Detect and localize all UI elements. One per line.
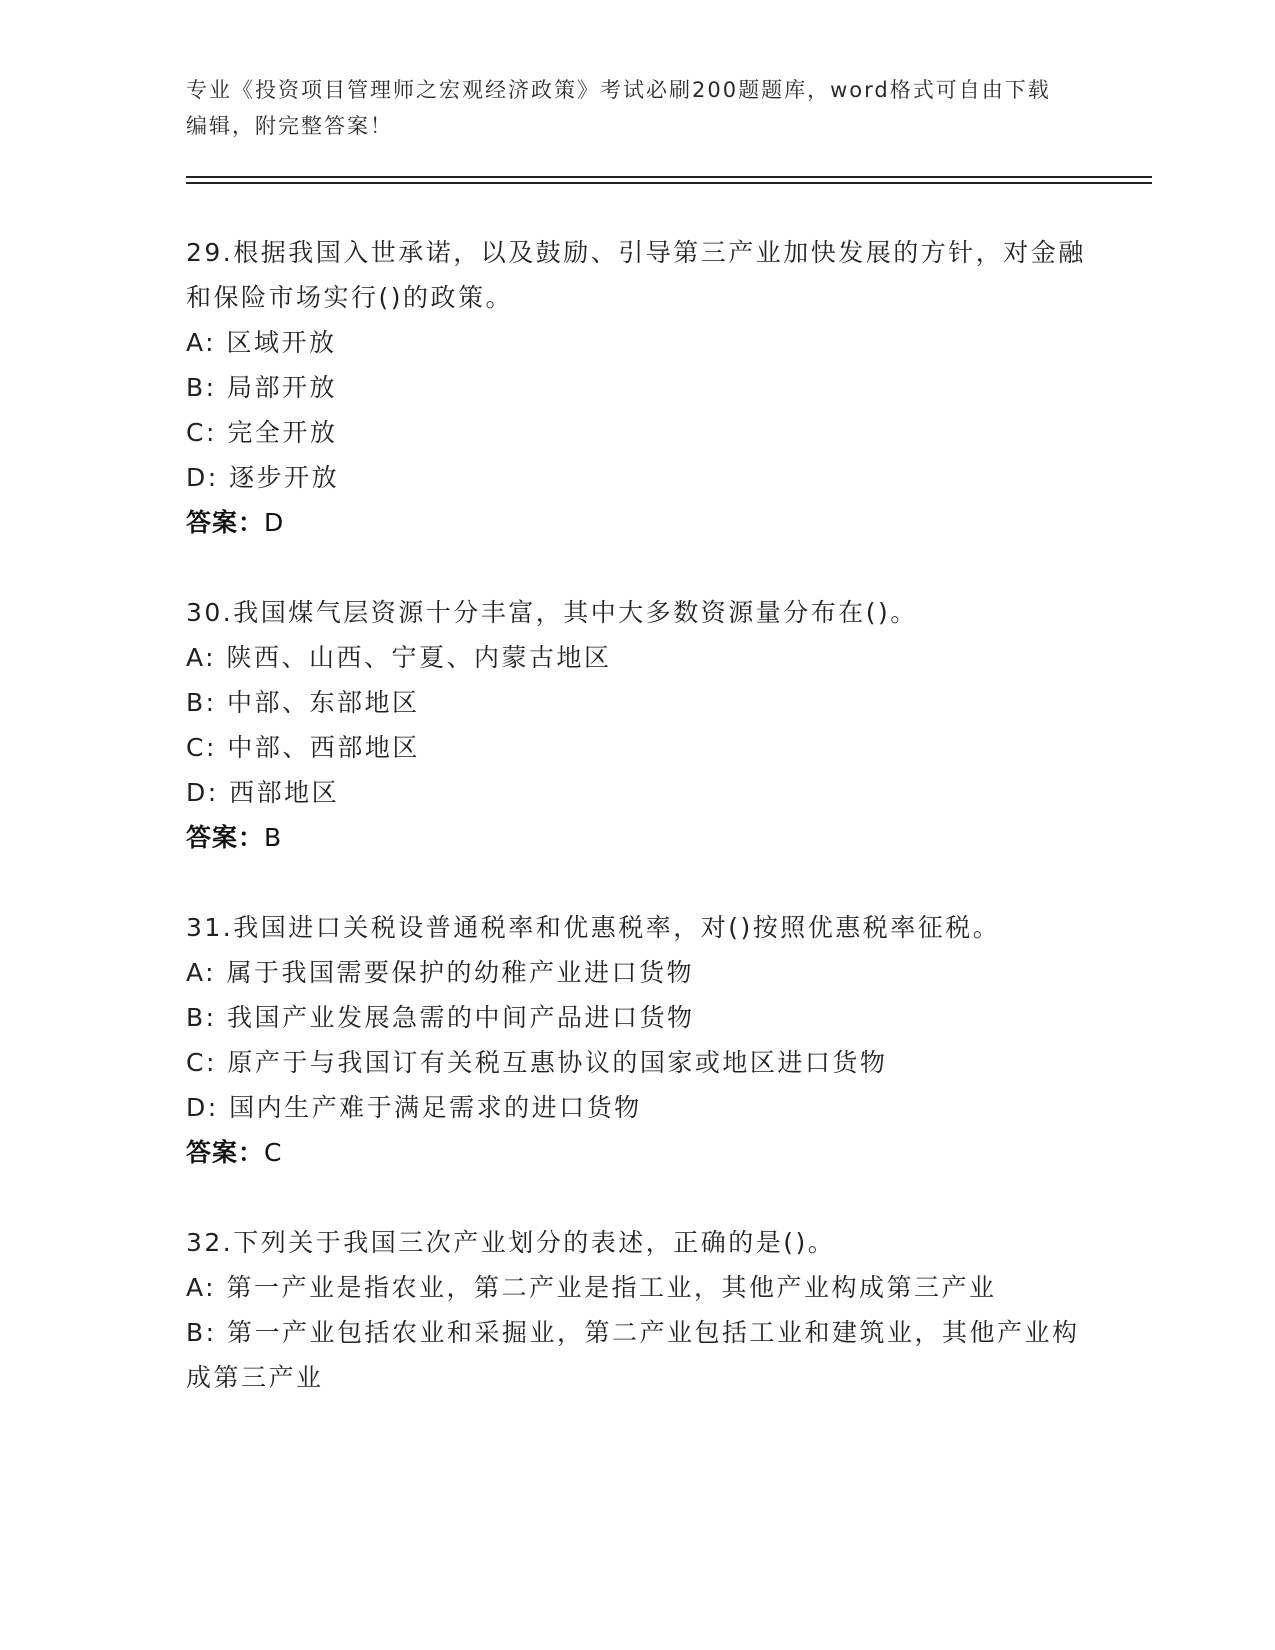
answer-label: 答案： bbox=[186, 1138, 265, 1167]
option-a: A: 属于我国需要保护的幼稚产业进口货物 bbox=[186, 958, 695, 987]
option-b: B: 我国产业发展急需的中间产品进口货物 bbox=[186, 1003, 695, 1032]
question-30 bbox=[186, 590, 1086, 861]
question-stem: 31.我国进口关税设普通税率和优惠税率，对()按照优惠税率征税。 bbox=[186, 913, 1001, 942]
question-29 bbox=[186, 230, 1086, 546]
option-b: B: 第一产业包括农业和采掘业，第二产业包括工业和建筑业，其他产业构成第三产业 bbox=[186, 1318, 1080, 1392]
answer-label: 答案： bbox=[186, 508, 265, 537]
question-stem: 32.下列关于我国三次产业划分的表述，正确的是()。 bbox=[186, 1228, 836, 1257]
answer-value: D bbox=[264, 508, 285, 537]
option-a: A: 区域开放 bbox=[186, 328, 337, 357]
question-31 bbox=[186, 905, 1086, 1176]
option-c: C: 完全开放 bbox=[186, 418, 338, 447]
question-list bbox=[186, 230, 1086, 1444]
document-intro: 专业《投资项目管理师之宏观经济政策》考试必刷200题题库，word格式可自由下载编辑，附完整答案！ bbox=[186, 78, 1051, 138]
answer-line bbox=[186, 1130, 1086, 1176]
question-stem: 29.根据我国入世承诺，以及鼓励、引导第三产业加快发展的方针，对金融和保险市场实行()的政策。 bbox=[186, 238, 1086, 312]
answer-value: B bbox=[264, 823, 283, 852]
option-b: B: 局部开放 bbox=[186, 373, 338, 402]
answer-value: C bbox=[264, 1138, 283, 1167]
answer-label: 答案： bbox=[186, 823, 265, 852]
option-a: A: 陕西、山西、宁夏、内蒙古地区 bbox=[186, 643, 612, 672]
option-c: C: 原产于与我国订有关税互惠协议的国家或地区进口货物 bbox=[186, 1048, 888, 1077]
header-divider-top bbox=[186, 176, 1152, 178]
option-b: B: 中部、东部地区 bbox=[186, 688, 420, 717]
option-c: C: 中部、西部地区 bbox=[186, 733, 420, 762]
option-d: D: 西部地区 bbox=[186, 778, 340, 807]
question-32 bbox=[186, 1220, 1086, 1400]
header-divider-bottom bbox=[186, 182, 1152, 184]
option-d: D: 国内生产难于满足需求的进口货物 bbox=[186, 1093, 642, 1122]
option-a: A: 第一产业是指农业，第二产业是指工业，其他产业构成第三产业 bbox=[186, 1273, 997, 1302]
option-d: D: 逐步开放 bbox=[186, 463, 340, 492]
answer-line bbox=[186, 815, 1086, 861]
question-stem: 30.我国煤气层资源十分丰富，其中大多数资源量分布在()。 bbox=[186, 598, 918, 627]
answer-line bbox=[186, 500, 1086, 546]
